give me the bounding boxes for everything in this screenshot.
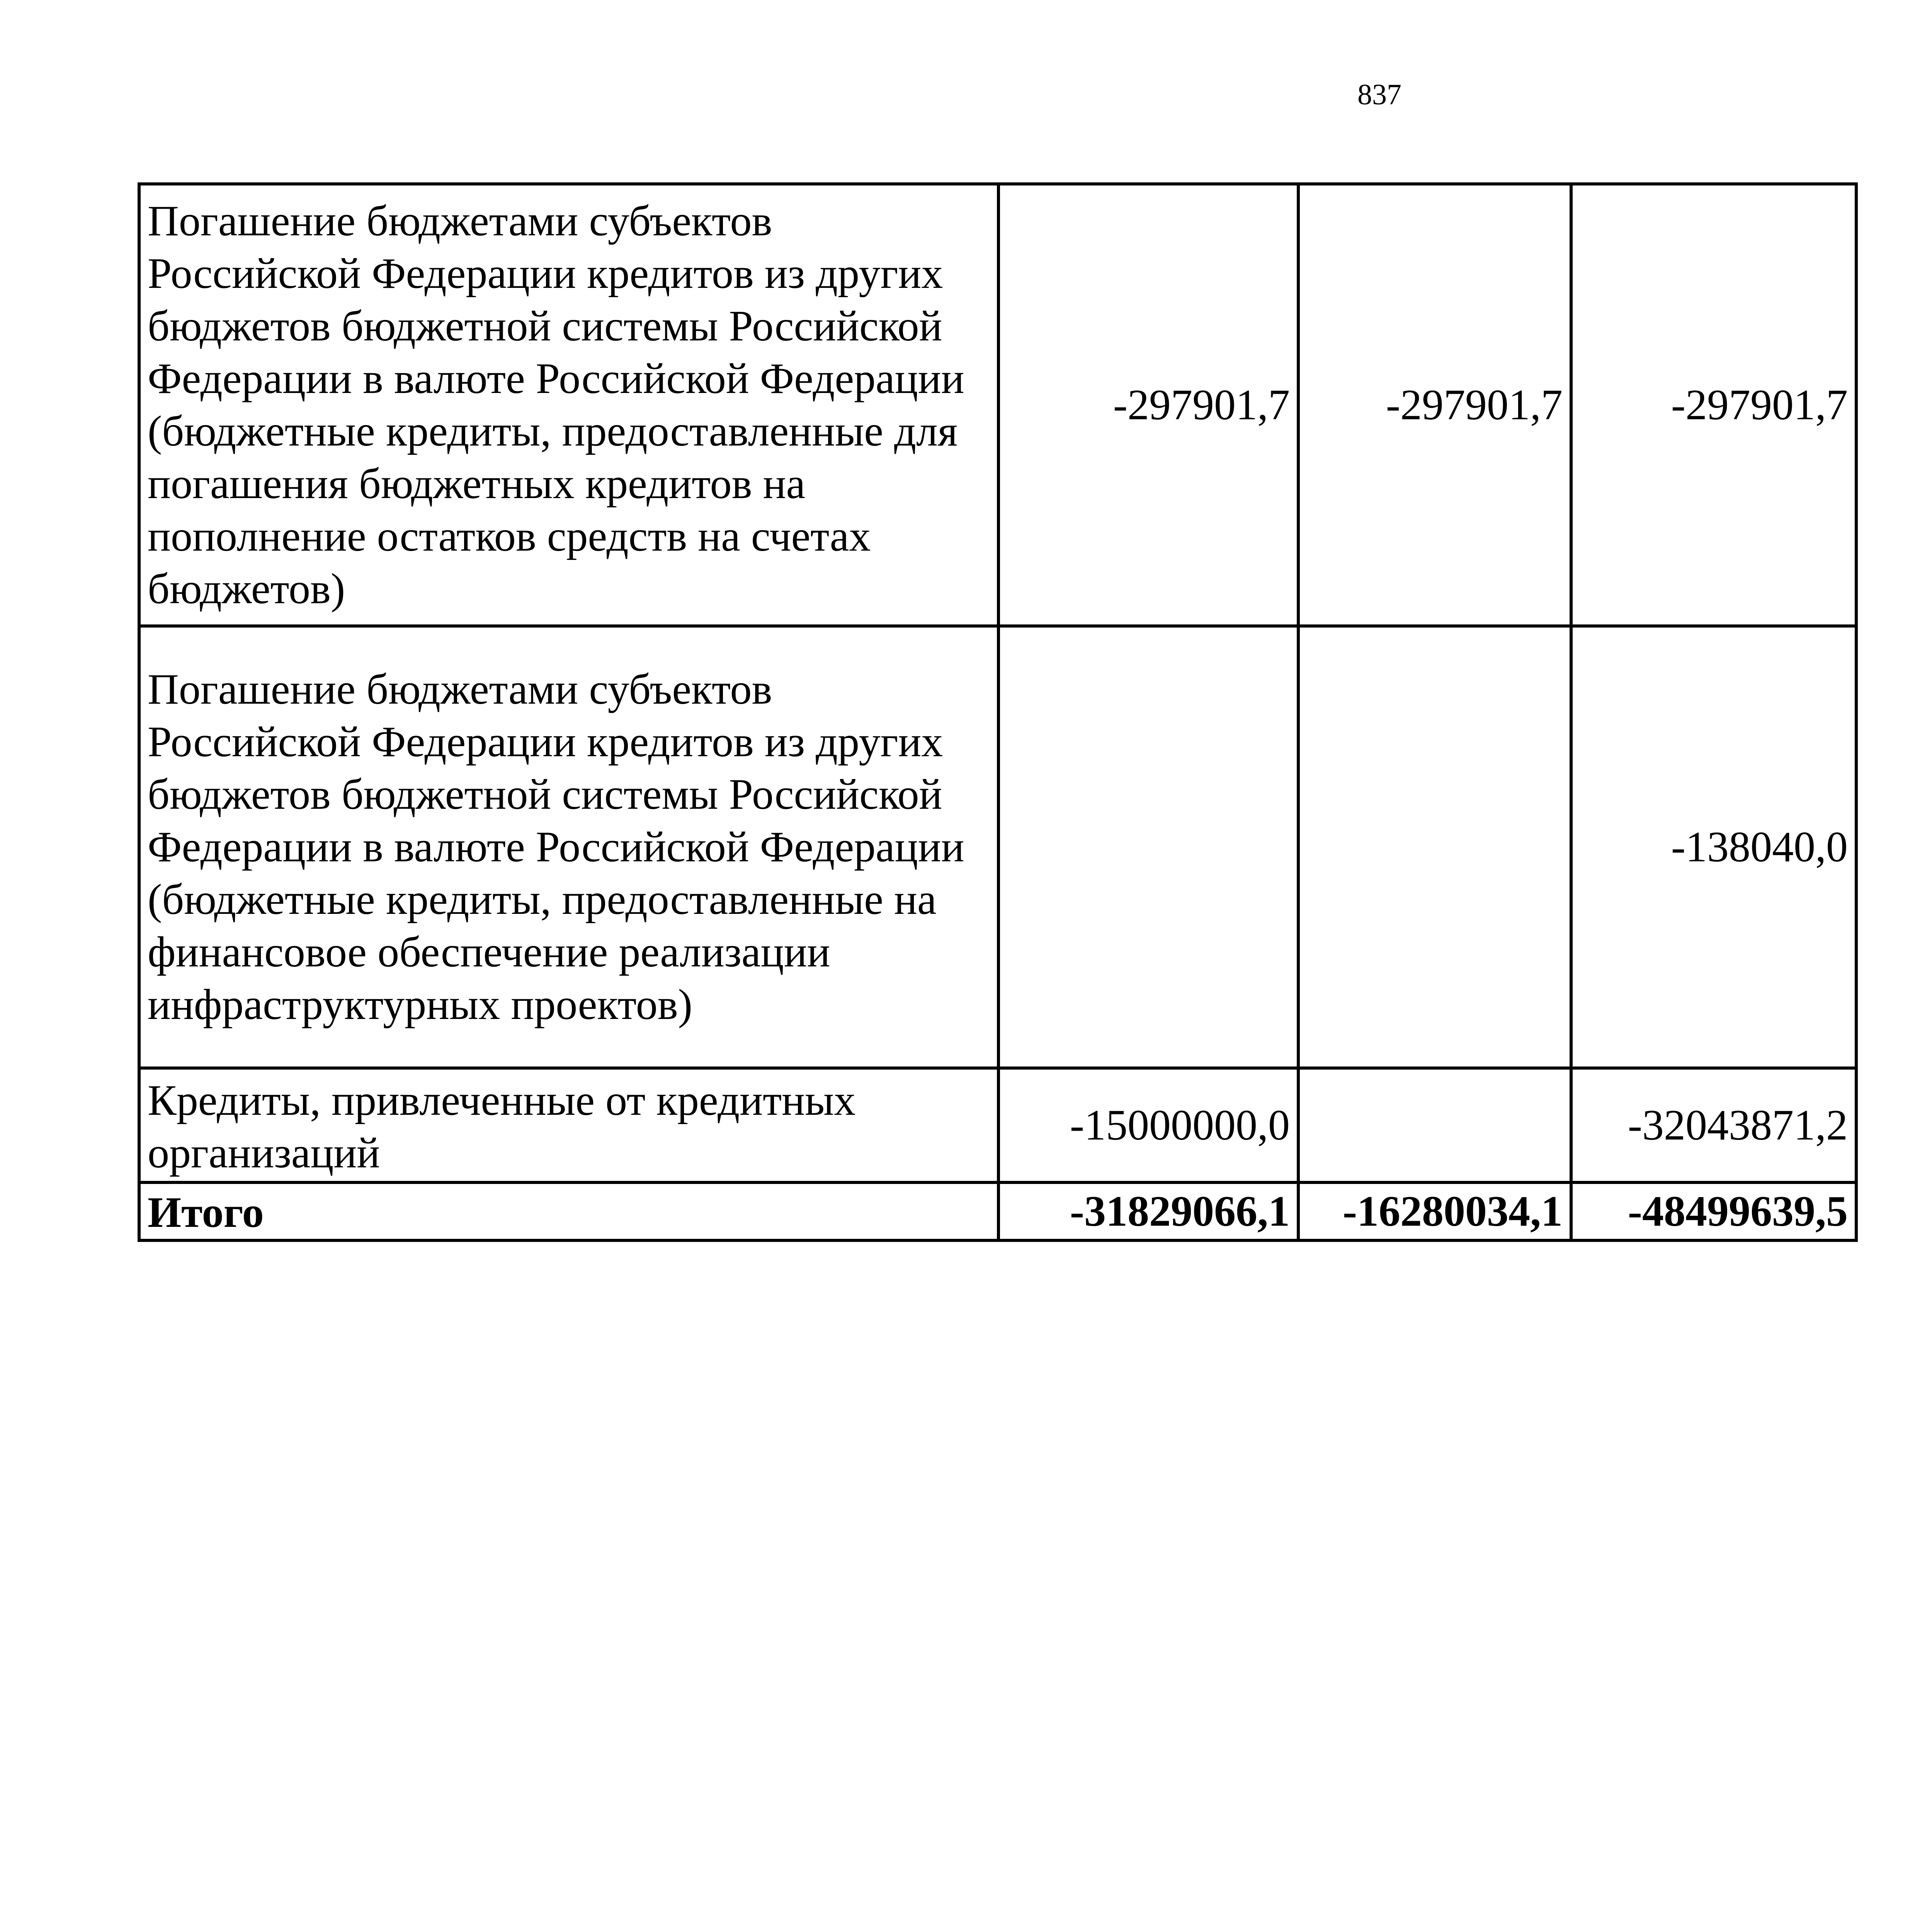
budget-table: [138, 182, 1858, 1242]
row-value-3: -138040,0: [1571, 626, 1856, 1068]
total-value-2: -16280034,1: [1298, 1182, 1571, 1240]
total-value-1: -31829066,1: [998, 1182, 1298, 1240]
row-description: Кредиты, привлеченные от кредитных организаций: [139, 1068, 998, 1182]
page-number: 837: [1357, 78, 1401, 111]
table-row: [139, 626, 1856, 1068]
row-value-2: [1298, 626, 1571, 1068]
table-row: [139, 184, 1856, 626]
row-description: Погашение бюджетами субъектов Российской Федерации кредитов из других бюджетов бюджетной системы Российской Федерации в валюте Российской Федерации (бюджетные кредиты, предоставленные на финансовое обеспечение реализации инфраструктурных проектов): [139, 626, 998, 1068]
total-label: Итого: [139, 1182, 998, 1240]
row-value-3: -32043871,2: [1571, 1068, 1856, 1182]
table-row: [139, 1068, 1856, 1182]
row-value-1: -15000000,0: [998, 1068, 1298, 1182]
row-value-2: -297901,7: [1298, 184, 1571, 626]
row-value-1: [998, 626, 1298, 1068]
total-value-3: -48499639,5: [1571, 1182, 1856, 1240]
row-value-1: -297901,7: [998, 184, 1298, 626]
row-value-3: -297901,7: [1571, 184, 1856, 626]
row-value-2: [1298, 1068, 1571, 1182]
total-row: [139, 1182, 1856, 1240]
row-description: Погашение бюджетами субъектов Российской Федерации кредитов из других бюджетов бюджетной системы Российской Федерации в валюте Российской Федерации (бюджетные кредиты, предоставленные для погашения бюджетных кредитов на пополнение остатков средств на счетах бюджетов): [139, 184, 998, 626]
